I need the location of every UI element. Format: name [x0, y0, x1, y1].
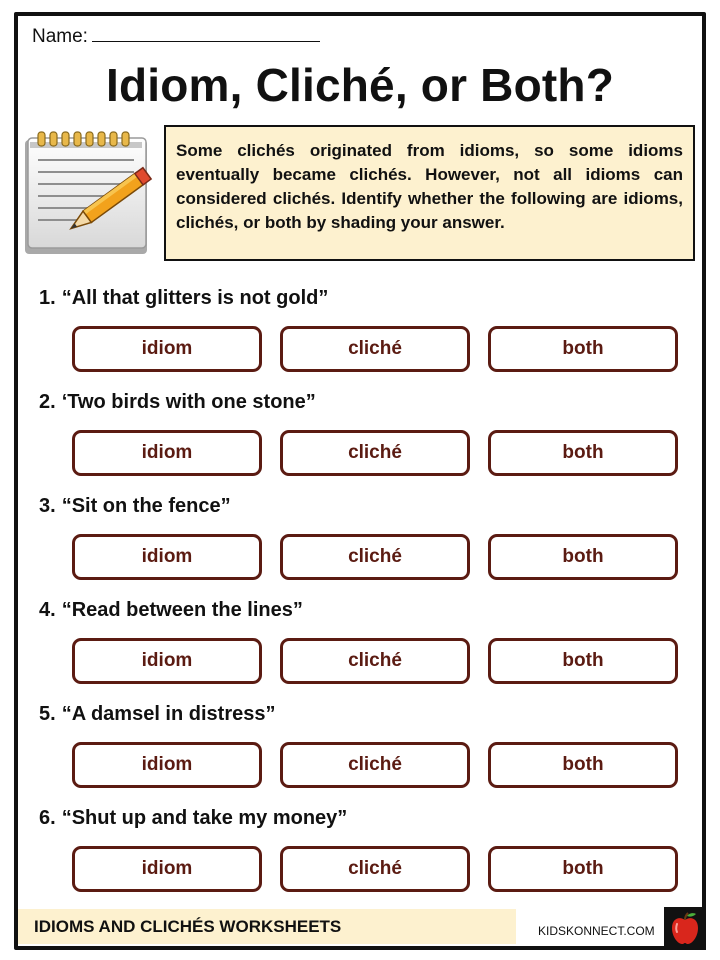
q5-cliche-option[interactable]: cliché: [280, 742, 470, 788]
question-number: 4.: [39, 599, 56, 621]
q2-both-option[interactable]: both: [488, 430, 678, 476]
q5-both-option[interactable]: both: [488, 742, 678, 788]
footer-title: IDIOMS AND CLICHÉS WORKSHEETS: [18, 909, 516, 944]
question-text: “All that glitters is not gold”: [61, 287, 329, 309]
q6-both-option[interactable]: both: [488, 846, 678, 892]
name-label: Name:: [32, 26, 88, 47]
question-text: “Sit on the fence”: [61, 495, 231, 517]
question-5: [39, 703, 275, 726]
q1-cliche-option[interactable]: cliché: [280, 326, 470, 372]
q1-both-option[interactable]: both: [488, 326, 678, 372]
name-blank[interactable]: [92, 26, 320, 42]
q3-cliche-option[interactable]: cliché: [280, 534, 470, 580]
name-field: [32, 26, 320, 48]
q4-both-option[interactable]: both: [488, 638, 678, 684]
question-number: 3.: [39, 495, 56, 517]
q6-cliche-option[interactable]: cliché: [280, 846, 470, 892]
question-6: [39, 807, 347, 830]
site-name: KIDSKONNECT.COM: [538, 924, 655, 938]
question-3: [39, 495, 231, 518]
q6-idiom-option[interactable]: idiom: [72, 846, 262, 892]
notepad-pencil-icon: [22, 128, 160, 258]
question-text: “Shut up and take my money”: [61, 807, 348, 829]
q2-cliche-option[interactable]: cliché: [280, 430, 470, 476]
question-2: [39, 391, 316, 414]
question-number: 1.: [39, 287, 56, 309]
q3-both-option[interactable]: both: [488, 534, 678, 580]
question-4: [39, 599, 303, 622]
question-number: 6.: [39, 807, 56, 829]
q5-idiom-option[interactable]: idiom: [72, 742, 262, 788]
apple-icon: [664, 907, 706, 950]
question-text: “A damsel in distress”: [61, 703, 276, 725]
question-number: 5.: [39, 703, 56, 725]
q3-idiom-option[interactable]: idiom: [72, 534, 262, 580]
question-text: “Read between the lines”: [61, 599, 303, 621]
q4-idiom-option[interactable]: idiom: [72, 638, 262, 684]
instructions-box: Some clichés originated from idioms, so some idioms eventually became clichés. However, not all idioms can considered clichés. Identify whether the following are idioms, clichés, or both by shading your answer.: [164, 125, 695, 261]
q1-idiom-option[interactable]: idiom: [72, 326, 262, 372]
page-title: Idiom, Cliché, or Both?: [105, 59, 615, 111]
logo-box: [664, 907, 706, 950]
q2-idiom-option[interactable]: idiom: [72, 430, 262, 476]
q4-cliche-option[interactable]: cliché: [280, 638, 470, 684]
question-1: [39, 287, 328, 310]
question-text: ‘Two birds with one stone”: [61, 391, 316, 413]
question-number: 2.: [39, 391, 56, 413]
